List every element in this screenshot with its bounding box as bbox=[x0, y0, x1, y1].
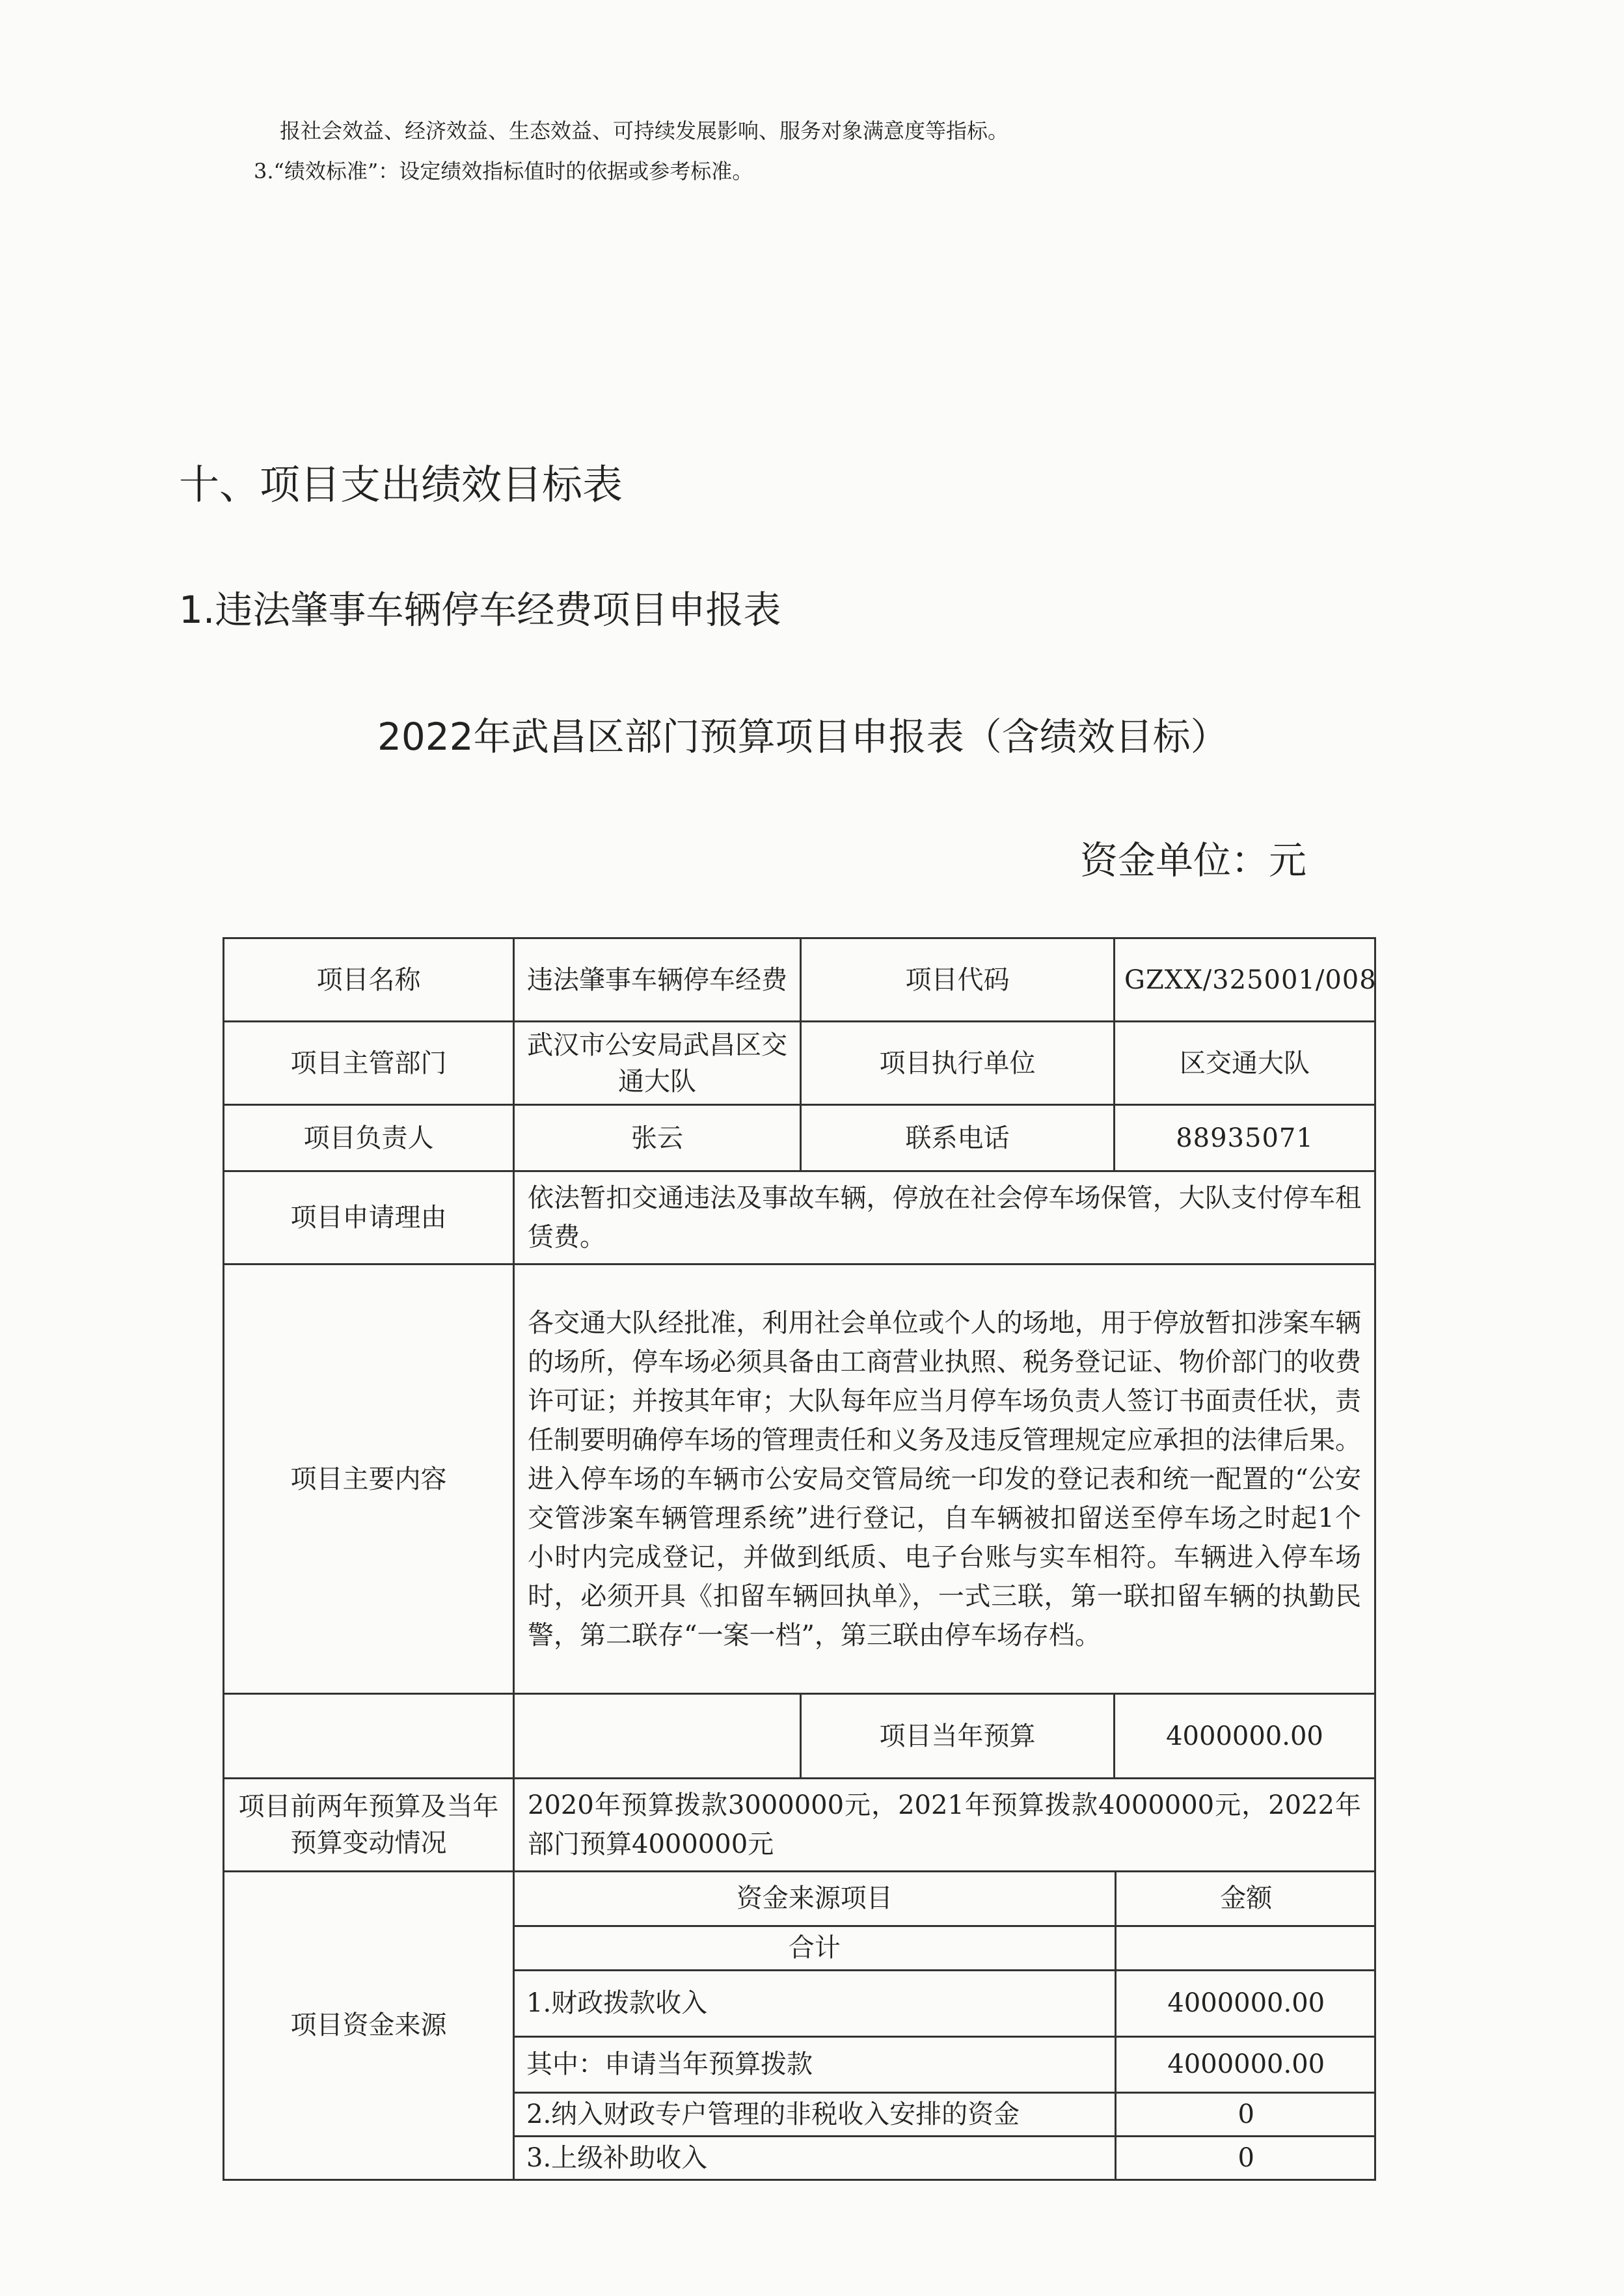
empty-cell bbox=[224, 1694, 514, 1779]
project-name-label: 项目名称 bbox=[224, 938, 514, 1022]
source-row-amount: 4000000.00 bbox=[1115, 1970, 1376, 2036]
source-row-item: 合计 bbox=[515, 1926, 1115, 1970]
leader-label: 项目负责人 bbox=[224, 1105, 514, 1171]
prev: 2020年预算拨款3000000元，2021年预算拨款4000000元，2022年部门预算4000000元 bbox=[514, 1779, 1375, 1872]
dept-label: 项目主管部门 bbox=[224, 1022, 514, 1105]
empty-cell bbox=[514, 1694, 801, 1779]
leader: 张云 bbox=[514, 1105, 801, 1171]
document-title: 2022年武昌区部门预算项目申报表（含绩效目标） bbox=[377, 715, 1228, 759]
project-table bbox=[223, 937, 1376, 2181]
exec-label: 项目执行单位 bbox=[801, 1022, 1115, 1105]
phone: 88935071 bbox=[1115, 1105, 1375, 1171]
project-code: GZXX/325001/008 bbox=[1115, 938, 1375, 1022]
sub-heading: 1.违法肇事车辆停车经费项目申报表 bbox=[179, 588, 781, 632]
phone-label: 联系电话 bbox=[801, 1105, 1115, 1171]
note-line-1: 报社会效益、经济效益、生态效益、可持续发展影响、服务对象满意度等指标。 bbox=[280, 118, 1009, 143]
dept: 武汉市公安局武昌区交通大队 bbox=[514, 1022, 801, 1105]
source-cell bbox=[514, 1872, 1375, 2180]
source-table bbox=[515, 1872, 1376, 2179]
source-row-item: 3.上级补助收入 bbox=[515, 2136, 1115, 2179]
content-label: 项目主要内容 bbox=[224, 1264, 514, 1694]
project-code-label: 项目代码 bbox=[801, 938, 1115, 1022]
currency-unit: 资金单位：元 bbox=[1080, 838, 1307, 882]
source-row-item: 1.财政拨款收入 bbox=[515, 1970, 1115, 2036]
source-row-amount bbox=[1115, 1926, 1376, 1970]
source-col-amount: 金额 bbox=[1115, 1872, 1376, 1926]
project-name: 违法肇事车辆停车经费 bbox=[514, 938, 801, 1022]
source-row-item: 其中：申请当年预算拨款 bbox=[515, 2036, 1115, 2092]
source-row-amount: 0 bbox=[1115, 2136, 1376, 2179]
section-heading: 十、项目支出绩效目标表 bbox=[179, 461, 623, 508]
source-col-item: 资金来源项目 bbox=[515, 1872, 1115, 1926]
source-row-amount: 0 bbox=[1115, 2092, 1376, 2136]
note-line-2: 3.“绩效标准”：设定绩效指标值时的依据或参考标准。 bbox=[254, 159, 753, 184]
source-label: 项目资金来源 bbox=[224, 1872, 514, 2180]
budget: 4000000.00 bbox=[1115, 1694, 1375, 1779]
reason-label: 项目申请理由 bbox=[224, 1171, 514, 1264]
exec: 区交通大队 bbox=[1115, 1022, 1375, 1105]
budget-label: 项目当年预算 bbox=[801, 1694, 1115, 1779]
prev-label: 项目前两年预算及当年预算变动情况 bbox=[224, 1779, 514, 1872]
source-row-item: 2.纳入财政专户管理的非税收入安排的资金 bbox=[515, 2092, 1115, 2136]
content: 各交通大队经批准，利用社会单位或个人的场地，用于停放暂扣涉案车辆的场所，停车场必须具备由工商营业执照、税务登记证、物价部门的收费许可证；并按其年审；大队每年应当月停车场负责人签订书面责任状，责任制要明确停车场的管理责任和义务及违反管理规定应承担的法律后果。进入停车场的车辆市公安局交管局统一印发的登记表和统一配置的“公安交管涉案车辆管理系统”进行登记，自车辆被扣留送至停车场之时起1个小时内完成登记，并做到纸质、电子台账与实车相符。车辆进入停车场时，必须开具《扣留车辆回执单》，一式三联，第一联扣留车辆的执勤民警，第二联存“一案一档”，第三联由停车场存档。 bbox=[514, 1264, 1375, 1694]
notes bbox=[254, 111, 1009, 191]
source-row-amount: 4000000.00 bbox=[1115, 2036, 1376, 2092]
reason: 依法暂扣交通违法及事故车辆，停放在社会停车场保管，大队支付停车租赁费。 bbox=[514, 1171, 1375, 1264]
